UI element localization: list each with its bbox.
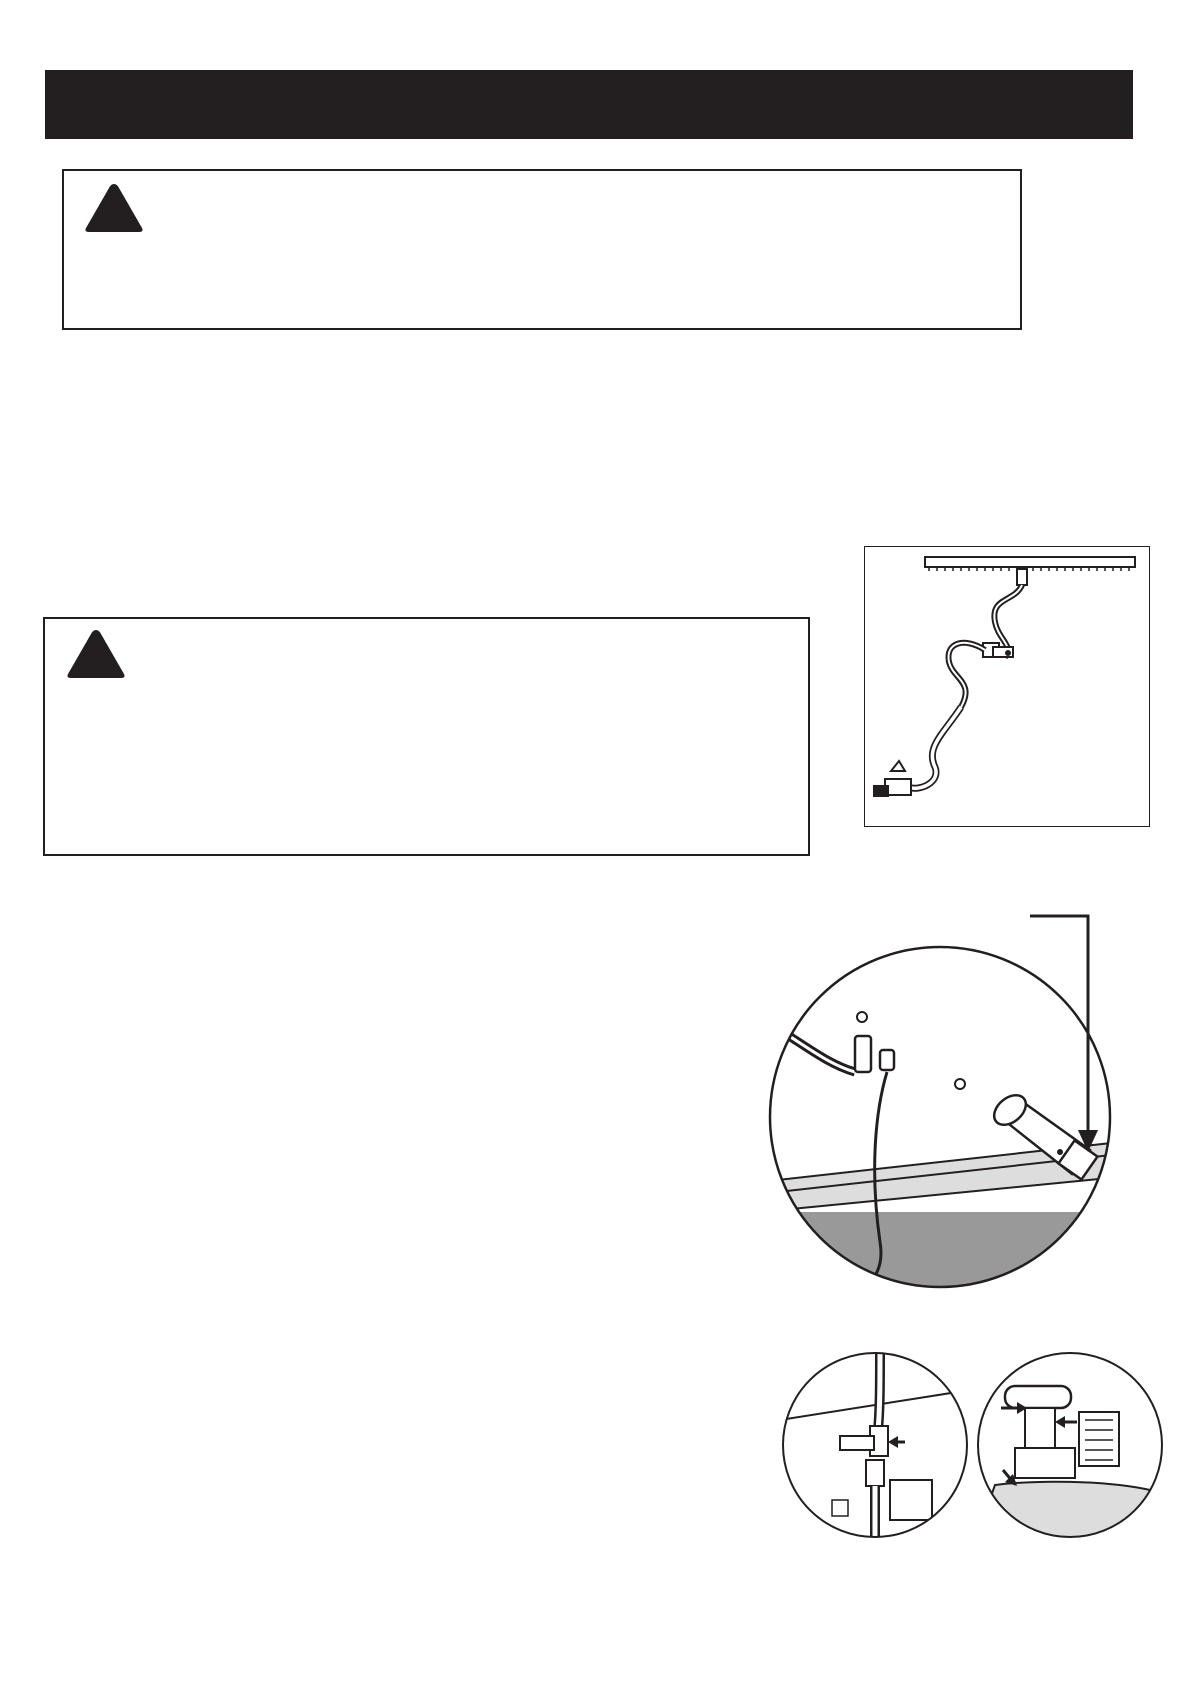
warning-triangle-icon bbox=[66, 628, 126, 680]
warning-box-2 bbox=[43, 617, 810, 856]
warning-triangle-icon bbox=[84, 182, 144, 234]
gas-hose-regulator-illustration bbox=[865, 547, 1149, 826]
tank-valve-closeup bbox=[975, 1350, 1165, 1540]
hose-regulator-figure bbox=[864, 546, 1150, 827]
section-header-bar bbox=[45, 70, 1133, 139]
warning-box-1 bbox=[62, 169, 1022, 330]
burner-valve-connection-closeup bbox=[760, 912, 1120, 1292]
hose-fitting-closeup bbox=[780, 1350, 970, 1540]
